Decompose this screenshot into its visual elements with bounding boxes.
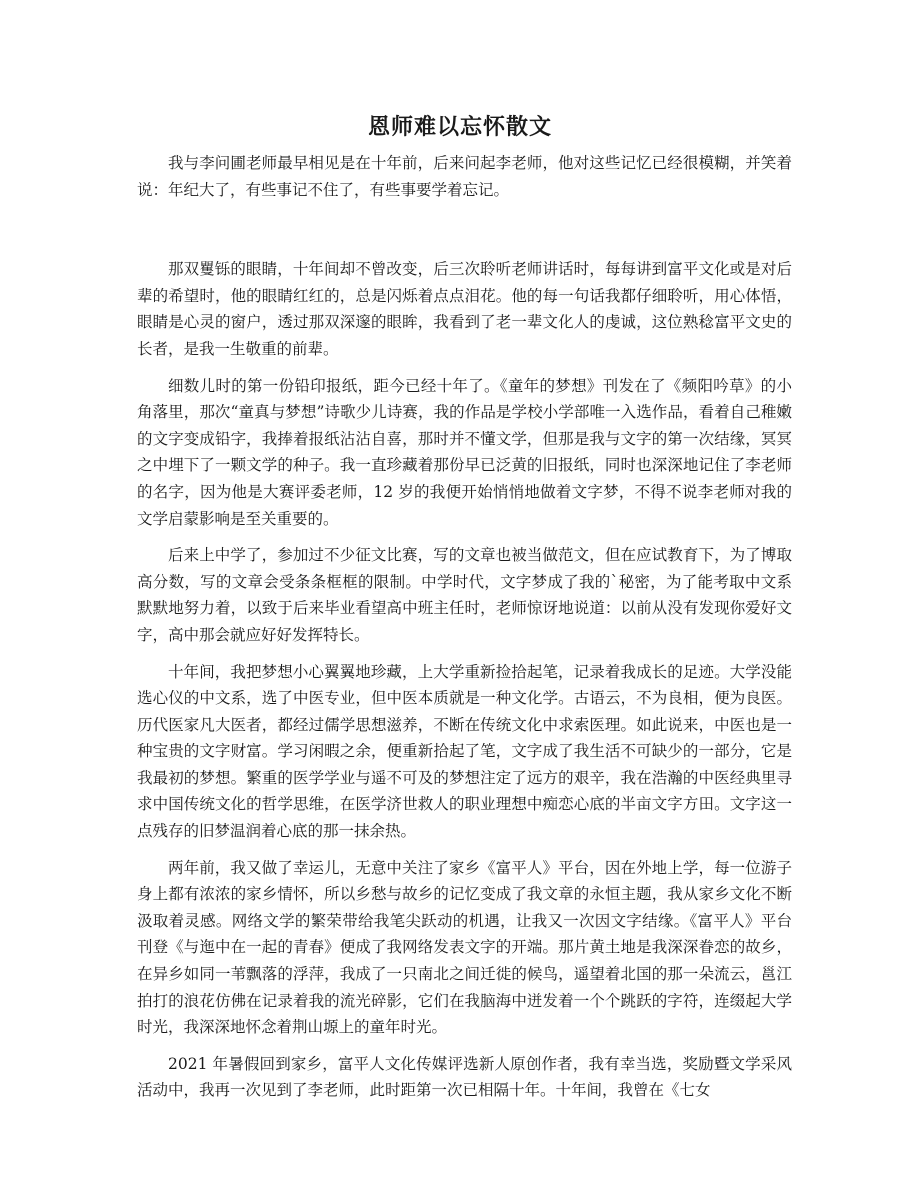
document-title: 恩师难以忘怀散文 bbox=[367, 114, 552, 140]
paragraph-5: 十年间，我把梦想小心翼翼地珍藏，上大学重新捡拾起笔，记录着我成长的足迹。大学没能选心仪的中文系，选了中医专业，但中医本质就是一种文化学。古语云，不为良相，便为良医。历代医家凡大医者，都经过儒学思想滋养，不断在传统文化中求索医理。如此说来，中医也是一种宝贵的文字财富。学习闲暇之余，便重新拾起了笔，文字成了我生活不可缺少的一部分，它是我最初的梦想。繁重的医学学业与遥不可及的梦想注定了远方的艰辛，我在浩瀚的中医经典里寻求中国传统文化的哲学思维，在医学济世救人的职业理想中痴恋心底的半亩文字方田。文字这一点残存的旧梦温润着心底的那一抹余热。 bbox=[137, 662, 792, 841]
paragraph-4: 后来上中学了，参加过不少征文比赛，写的文章也被当做范文，但在应试教育下，为了博取高分数，写的文章会受条条框框的限制。中学时代，文字梦成了我的`秘密，为了能考取中文系默默地努力着，以致于后来毕业看望高中班主任时，老师惊讶地说道：以前从没有发现你爱好文字，高中那会就应好好发挥特长。 bbox=[137, 546, 792, 644]
paragraph-7: 2021 年暑假回到家乡，富平人文化传媒评选新人原创作者，我有幸当选，奖励暨文学采风活动中，我再一次见到了李老师，此时距第一次已相隔十年。十年间，我曾在《七女 bbox=[137, 1054, 792, 1100]
paragraph-1: 我与李问圃老师最早相见是在十年前，后来问起李老师，他对这些记忆已经很模糊，并笑着说：年纪大了，有些事记不住了，有些事要学着忘记。 bbox=[137, 154, 792, 199]
paragraph-3: 细数儿时的第一份铅印报纸，距今已经十年了。《童年的梦想》刊发在了《频阳吟草》的小角落里，那次“童真与梦想”诗歌少儿诗赛，我的作品是学校小学部唯一入选作品，看着自己稚嫩的文字变成铅字，我捧着报纸沾沾自喜，那时并不懂文学，但那是我与文字的第一次结缘，冥冥之中埋下了一颗文学的种子。我一直珍藏着那份早已泛黄的旧报纸，同时也深深地记住了李老师的名字，因为他是大赛评委老师，12 岁的我便开始悄悄地做着文字梦，不得不说李老师对我的文学启蒙影响是至关重要的。 bbox=[137, 376, 792, 528]
paragraph-6: 两年前，我又做了幸运儿，无意中关注了家乡《富平人》平台，因在外地上学，每一位游子身上都有浓浓的家乡情怀，所以乡愁与故乡的记忆变成了我文章的永恒主题，我从家乡文化不断汲取着灵感。网络文学的繁荣带给我笔尖跃动的机遇，让我又一次因文字结缘。《富平人》平台刊登《与迤中在一起的青春》便成了我网络发表文字的开端。那片黄土地是我深深眷恋的故乡，在异乡如同一苇飘落的浮萍，我成了一只南北之间迁徙的候鸟，遥望着北国的那一朵流云，邕江拍打的浪花仿佛在记录着我的流光碎影，它们在我脑海中迸发着一个个跳跃的字符，连缀起大学时光，我深深地怀念着荆山塬上的童年时光。 bbox=[137, 858, 792, 1037]
document-body bbox=[137, 150, 792, 1114]
paragraph-2: 那双矍铄的眼睛，十年间却不曾改变，后三次聆听老师讲话时，每每讲到富平文化或是对后辈的希望时，他的眼睛红红的，总是闪烁着点点泪花。他的每一句话我都仔细聆听，用心体悟，眼睛是心灵的窗户，透过那双深邃的眼眸，我看到了老一辈文化人的虔诚，这位熟稔富平文史的长者，是我一生敬重的前辈。 bbox=[137, 260, 792, 358]
